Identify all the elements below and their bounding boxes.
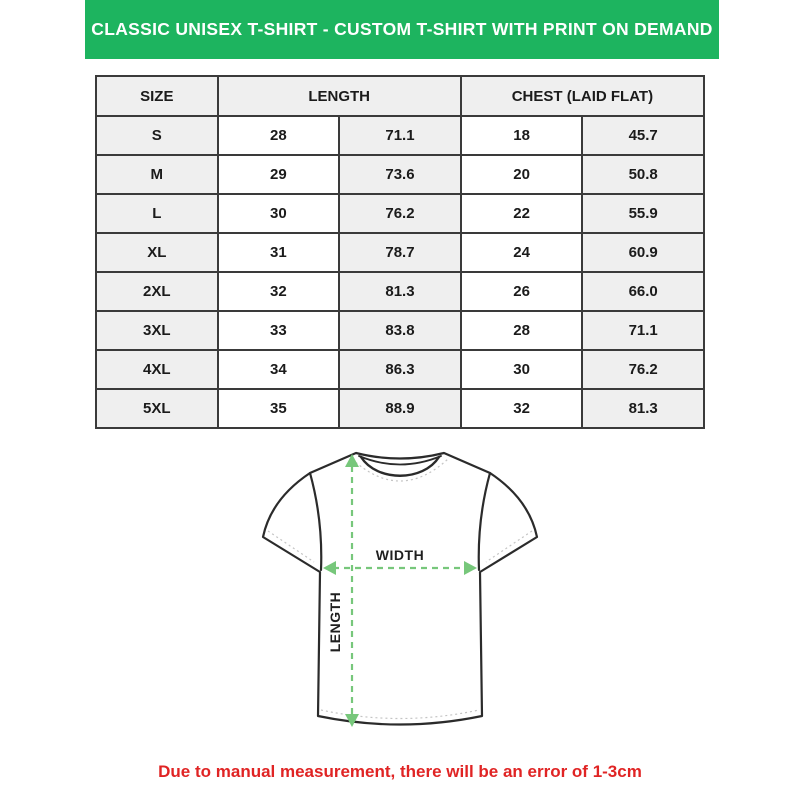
- cell-length-cm: 73.6: [339, 155, 461, 194]
- cell-length-in: 35: [218, 389, 340, 428]
- header-length: LENGTH: [218, 76, 461, 116]
- cell-length-cm: 78.7: [339, 233, 461, 272]
- cell-chest-cm: 71.1: [582, 311, 704, 350]
- table-header-row: [96, 76, 704, 116]
- size-table-body: [96, 116, 704, 428]
- cell-chest-in: 20: [461, 155, 583, 194]
- table-row: [96, 233, 704, 272]
- cell-length-cm: 71.1: [339, 116, 461, 155]
- length-label: LENGTH: [327, 591, 343, 653]
- cell-chest-in: 18: [461, 116, 583, 155]
- cell-length-in: 29: [218, 155, 340, 194]
- cell-length-in: 30: [218, 194, 340, 233]
- tshirt-outline-icon: [263, 453, 537, 725]
- cell-size: XL: [96, 233, 218, 272]
- cell-chest-cm: 76.2: [582, 350, 704, 389]
- cell-chest-cm: 81.3: [582, 389, 704, 428]
- cell-length-in: 34: [218, 350, 340, 389]
- cell-chest-in: 22: [461, 194, 583, 233]
- table-row: [96, 311, 704, 350]
- cell-chest-cm: 60.9: [582, 233, 704, 272]
- cell-length-cm: 76.2: [339, 194, 461, 233]
- cell-size: L: [96, 194, 218, 233]
- cell-chest-in: 24: [461, 233, 583, 272]
- cell-chest-cm: 66.0: [582, 272, 704, 311]
- cell-chest-cm: 50.8: [582, 155, 704, 194]
- table-row: [96, 194, 704, 233]
- page-title: CLASSIC UNISEX T-SHIRT - CUSTOM T-SHIRT WITH PRINT ON DEMAND: [91, 19, 713, 39]
- table-row: [96, 155, 704, 194]
- cell-length-cm: 86.3: [339, 350, 461, 389]
- cell-chest-cm: 55.9: [582, 194, 704, 233]
- cell-length-cm: 88.9: [339, 389, 461, 428]
- cell-size: S: [96, 116, 218, 155]
- header-chest: CHEST (LAID FLAT): [461, 76, 704, 116]
- cell-size: 2XL: [96, 272, 218, 311]
- width-label: WIDTH: [375, 547, 425, 563]
- cell-size: 4XL: [96, 350, 218, 389]
- cell-length-in: 28: [218, 116, 340, 155]
- cell-length-cm: 81.3: [339, 272, 461, 311]
- size-table: [95, 75, 705, 429]
- header-size: SIZE: [96, 76, 218, 116]
- cell-length-in: 32: [218, 272, 340, 311]
- cell-chest-cm: 45.7: [582, 116, 704, 155]
- table-row: [96, 350, 704, 389]
- tshirt-body-path: [263, 453, 537, 725]
- cell-chest-in: 28: [461, 311, 583, 350]
- cell-chest-in: 26: [461, 272, 583, 311]
- cell-size: M: [96, 155, 218, 194]
- cell-size: 3XL: [96, 311, 218, 350]
- cell-size: 5XL: [96, 389, 218, 428]
- table-row: [96, 116, 704, 155]
- table-row: [96, 389, 704, 428]
- cell-length-cm: 83.8: [339, 311, 461, 350]
- cell-chest-in: 30: [461, 350, 583, 389]
- cell-length-in: 31: [218, 233, 340, 272]
- title-banner: [85, 0, 719, 59]
- cell-length-in: 33: [218, 311, 340, 350]
- measurement-disclaimer: Due to manual measurement, there will be an error of 1-3cm: [158, 762, 642, 781]
- cell-chest-in: 32: [461, 389, 583, 428]
- size-table-header: [96, 76, 704, 116]
- tshirt-diagram: [240, 428, 560, 740]
- table-row: [96, 272, 704, 311]
